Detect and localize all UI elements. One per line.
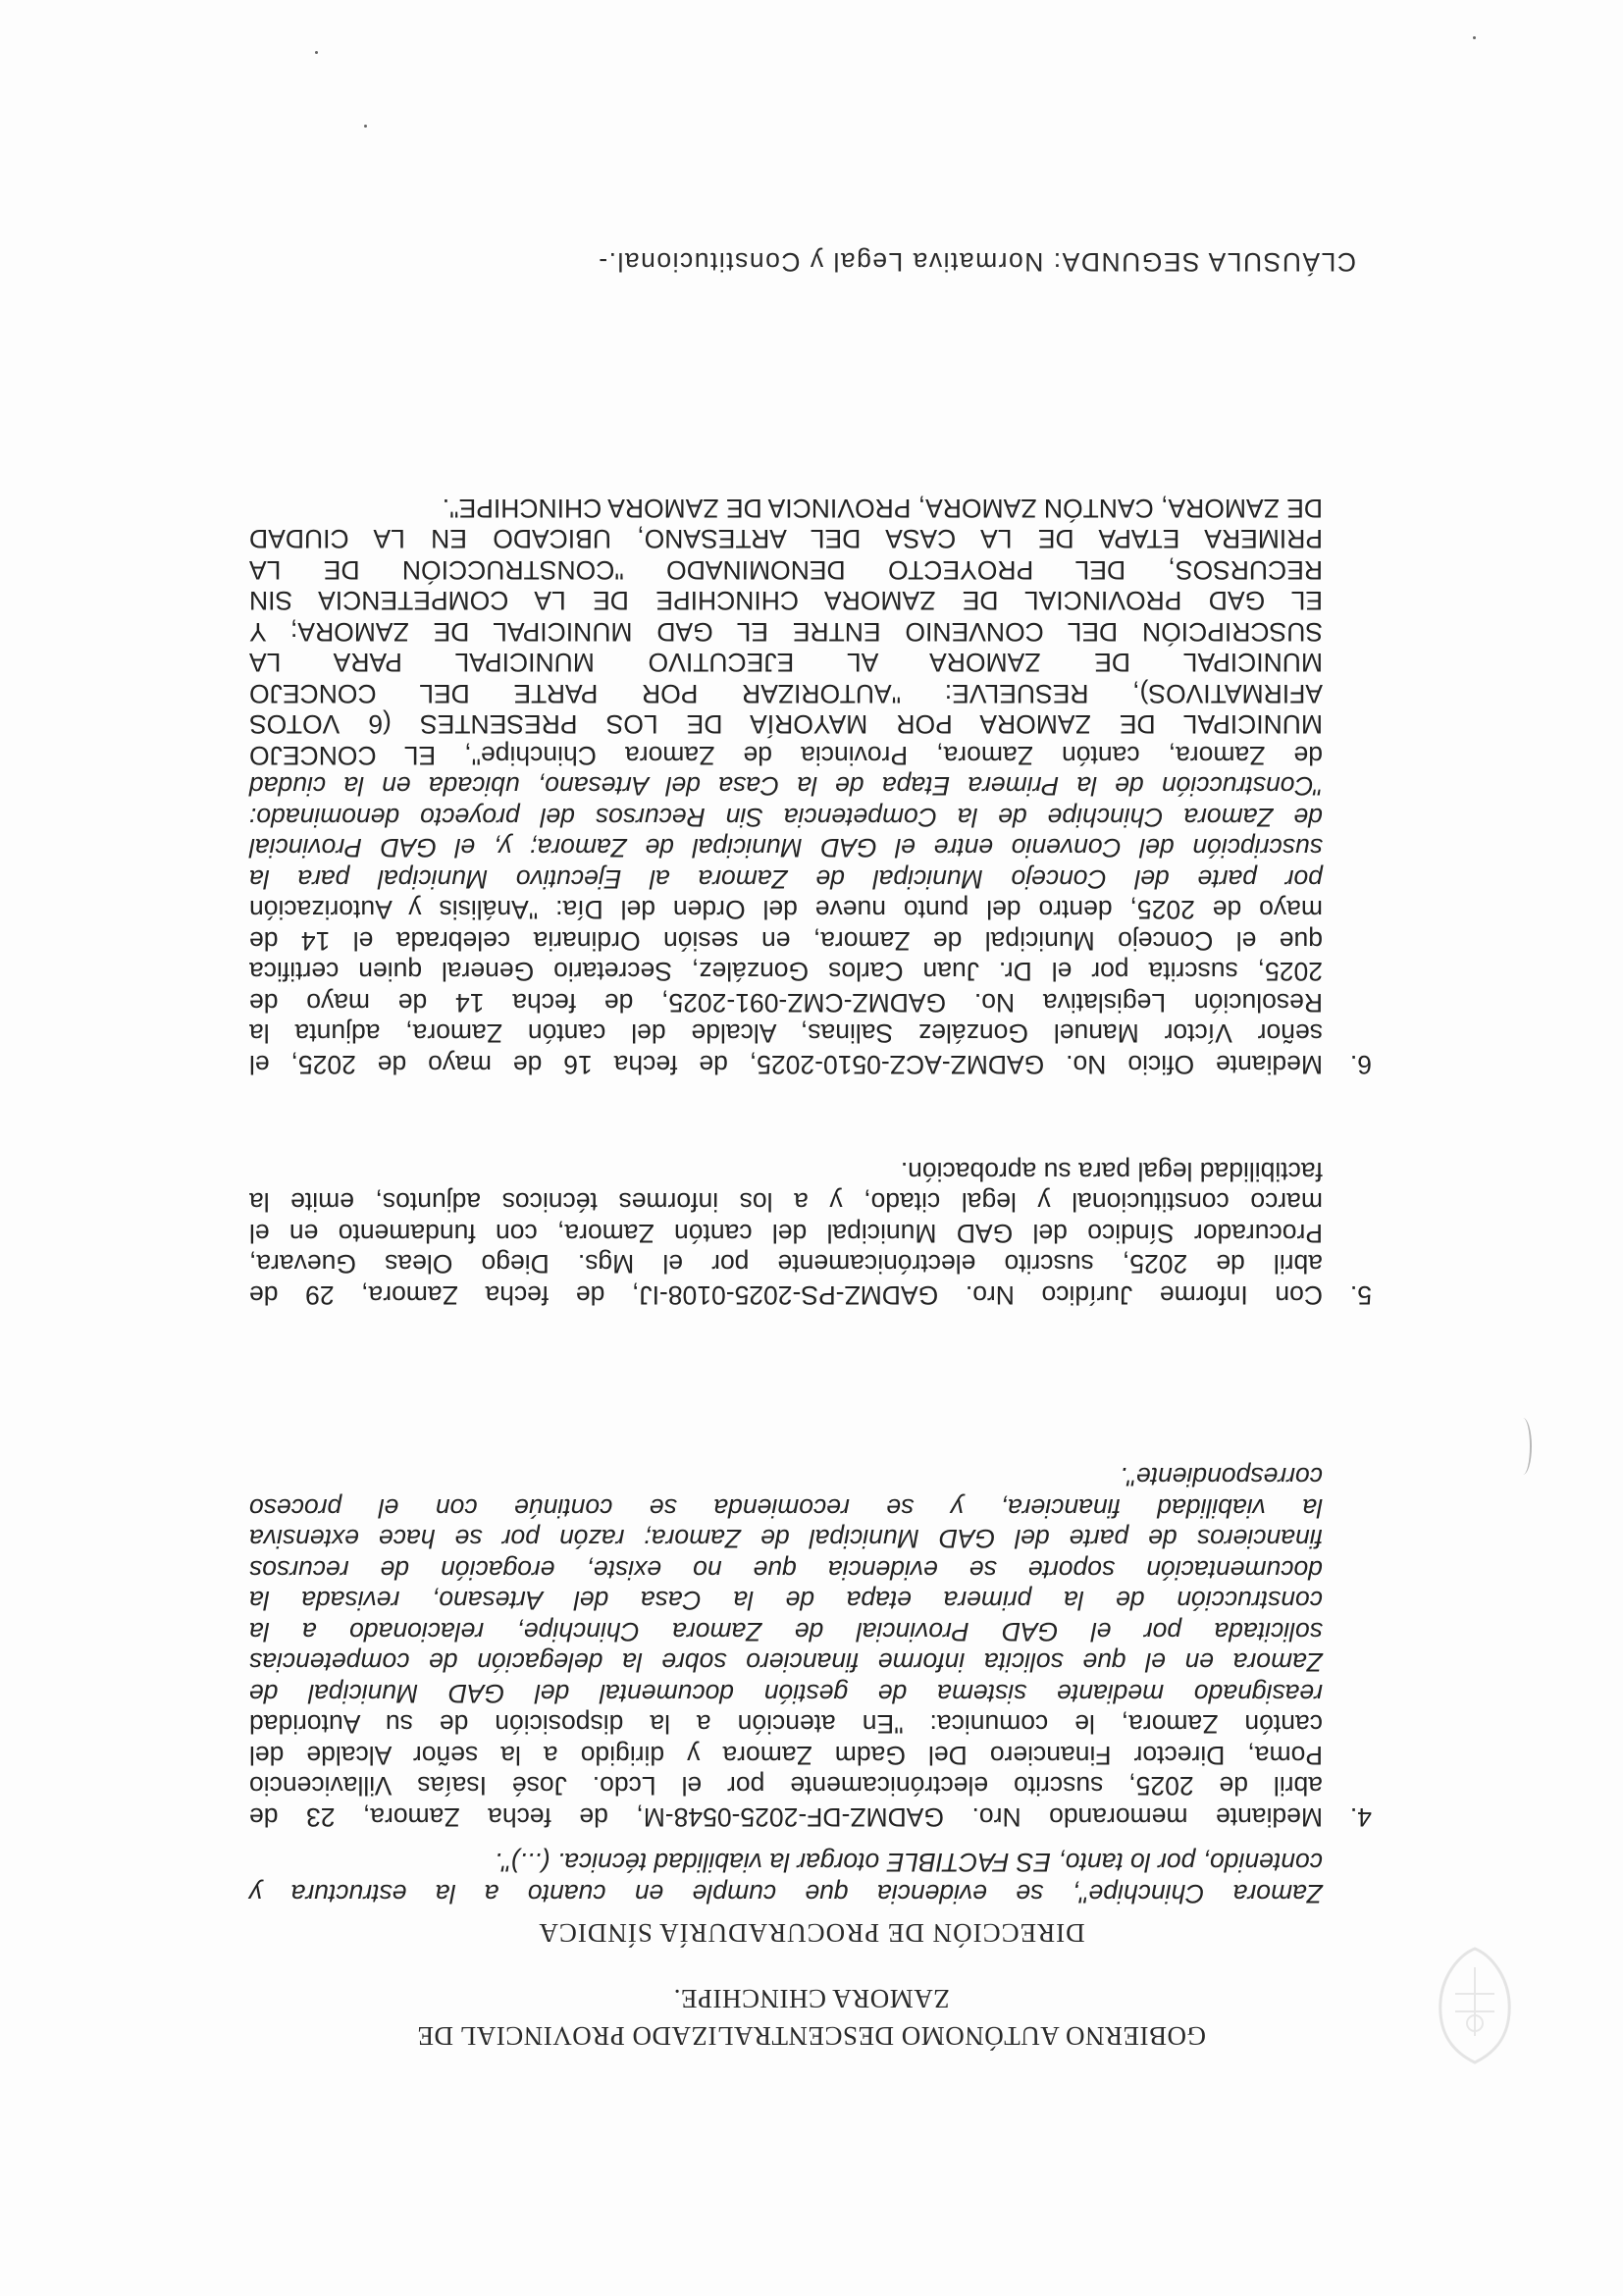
text-line: DE ZAMORA, CANTÓN ZAMORA, PROVINCIA DE ZAMORA CHINCHIPE". [442, 494, 1323, 523]
text-line: mayo de 2025, dentro del punto nueve del Orden del Día: "Análisis y Autorización [249, 895, 1323, 925]
text-line: "Construcción de la Primera Etapa de la Casa del Artesano, ubicada en la ciudad [249, 771, 1323, 802]
text-line: financieros de parte del GAD Municipal de Zamora; razón por se hace extensiva [249, 1524, 1323, 1554]
text-line: Con Informe Jurídico Nro. GADMZ-PS-2025-0108-IJ, de fecha Zamora, 29 de [249, 1280, 1323, 1310]
text-line: Zamora Chinchipe", se evidencia que cumple en cuanto a la estructura y [249, 1879, 1323, 1908]
text-line: construcción de la primera etapa de la Casa del Artesano, revisada la [249, 1586, 1323, 1616]
text-line: MUNICIPAL DE ZAMORA POR MAYORÍA DE LOS PRESENTES (6 VOTOS [249, 709, 1323, 740]
text-line: 2025, suscrita por el Dr. Juan Carlos González, Secretario General quien certifica [249, 957, 1323, 987]
text-line: abril de 2025, suscrito electrónicamente por el Lcdo. José Isaías Villavicencio [249, 1771, 1323, 1801]
header-institution-line2: ZAMORA CHINCHIPE. [673, 1984, 950, 2013]
item-paragraph-4 [249, 1461, 1323, 1832]
text-line: EL GAD PROVINCIAL DE ZAMORA CHINCHIPE DE LA COMPETENCIA SIN [249, 586, 1323, 616]
item-number: 4. [1349, 1802, 1372, 1832]
text-line: Poma, Director Financiero Del Gadm Zamora y dirigido a la señor Alcalde del [249, 1741, 1323, 1770]
text-line: correspondiente". [1120, 1462, 1323, 1492]
text-line: cantón Zamora, le comunica: "En atención a la disposición de su Autoridad [249, 1709, 1323, 1740]
item-paragraph-5 [249, 1156, 1323, 1311]
header-institution-line1: GOBIERNO AUTÓNOMO DESCENTRALIZADO PROVINCIAL DE [417, 2021, 1206, 2051]
text-line: PRIMERA ETAPA DE LA CASA DEL ARTESANO, UBICADO EN LA CIUDAD [249, 524, 1323, 554]
clause-heading: CLÁUSULA SEGUNDA: Normativa Legal y Constitucional.- [597, 247, 1356, 277]
text-line: Mediante memorando Nro. GADMZ-DF-2025-0548-M, de fecha Zamora, 23 de [249, 1802, 1323, 1832]
scan-speck [364, 125, 367, 128]
text-line: abril de 2025, suscrito electrónicamente por el Mgs. Diego Oleas Guevara, [249, 1249, 1323, 1279]
intro-quote-paragraph [249, 1847, 1323, 1908]
text-line: MUNICIPAL DE ZAMORA AL EJECUTIVO MUNICIPAL PARA LA [249, 648, 1323, 678]
text-line: solicitada por el GAD Provincial de Zamora Chinchipe, relacionado a la [249, 1617, 1323, 1646]
text-line: Procurador Síndico del GAD Municipal del cantón Zamora, con fundamento en el [249, 1219, 1323, 1248]
text-line: documentación soporte se evidencia que no existe, erogación de recursos [249, 1555, 1323, 1585]
text-line: RECURSOS, DEL PROYECTO DENOMINADO "CONSTRUCCIÓN DE LA [249, 555, 1323, 585]
text-line: factibilidad legal para su aprobación. [900, 1157, 1323, 1186]
item-paragraph-6 [249, 493, 1323, 1080]
text-line: por parte del Concejo Municipal de Zamora al Ejecutivo Municipal para la [249, 864, 1323, 894]
text-line: SUSCRIPCIÓN DEL CONVENIO ENTRE EL GAD MUNICIPAL DE ZAMORA; Y [249, 617, 1323, 647]
text-line: reasignado mediante sistema de gestión documental del GAD Municipal de [249, 1679, 1323, 1708]
text-line: contenido, por lo tanto, ES FACTIBLE otorgar la viabilidad técnica. (...)". [494, 1848, 1323, 1878]
text-line: la viabilidad financiera, y se recomienda se continúe con el proceso [249, 1493, 1323, 1523]
text-line: Mediante Oficio No. GADMZ-ACZ-0510-2025, de fecha 16 de mayo de 2025, el [249, 1050, 1323, 1079]
text-line: de Zamora Chinchipe de la Competencia Sin Recursos del proyecto denominado: [249, 803, 1323, 832]
item-number: 6. [1349, 1050, 1372, 1079]
scan-speck [1473, 36, 1476, 39]
punch-hole-mark [1514, 1418, 1532, 1475]
text-line: que el Concejo Municipal de Zamora, en sesión Ordinaria celebrada el 14 de [249, 926, 1323, 956]
text-line: AFIRMATIVOS), RESUELVE: "AUTORIZAR POR PARTE DEL CONCEJO [249, 679, 1323, 708]
text-line: señor Víctor Manuel González Salinas, Alcalde del cantón Zamora, adjunta la [249, 1018, 1323, 1049]
text-line: marco constitucional y legal citado, y a los informes técnicos adjuntos, emite la [249, 1187, 1323, 1218]
header-department: DIRECCIÓN DE PROCURADURÍA SÍNDICA [538, 1918, 1085, 1948]
text-line: suscripción del Convenio entre el GAD Municipal de Zamora; y, el GAD Provincial [249, 833, 1323, 863]
text-line: Zamora en el que solicita informe financiero sobre la delegación de competencias [249, 1647, 1323, 1678]
text-line: de Zamora, cantón Zamora, Provincia de Zamora Chinchipe", EL CONCEJO [249, 741, 1323, 770]
item-number: 5. [1349, 1280, 1372, 1310]
text-line: Resolución Legislativa No. GADMZ-CMZ-091-2025, de fecha 14 de mayo de [249, 988, 1323, 1018]
scan-speck [315, 51, 318, 54]
